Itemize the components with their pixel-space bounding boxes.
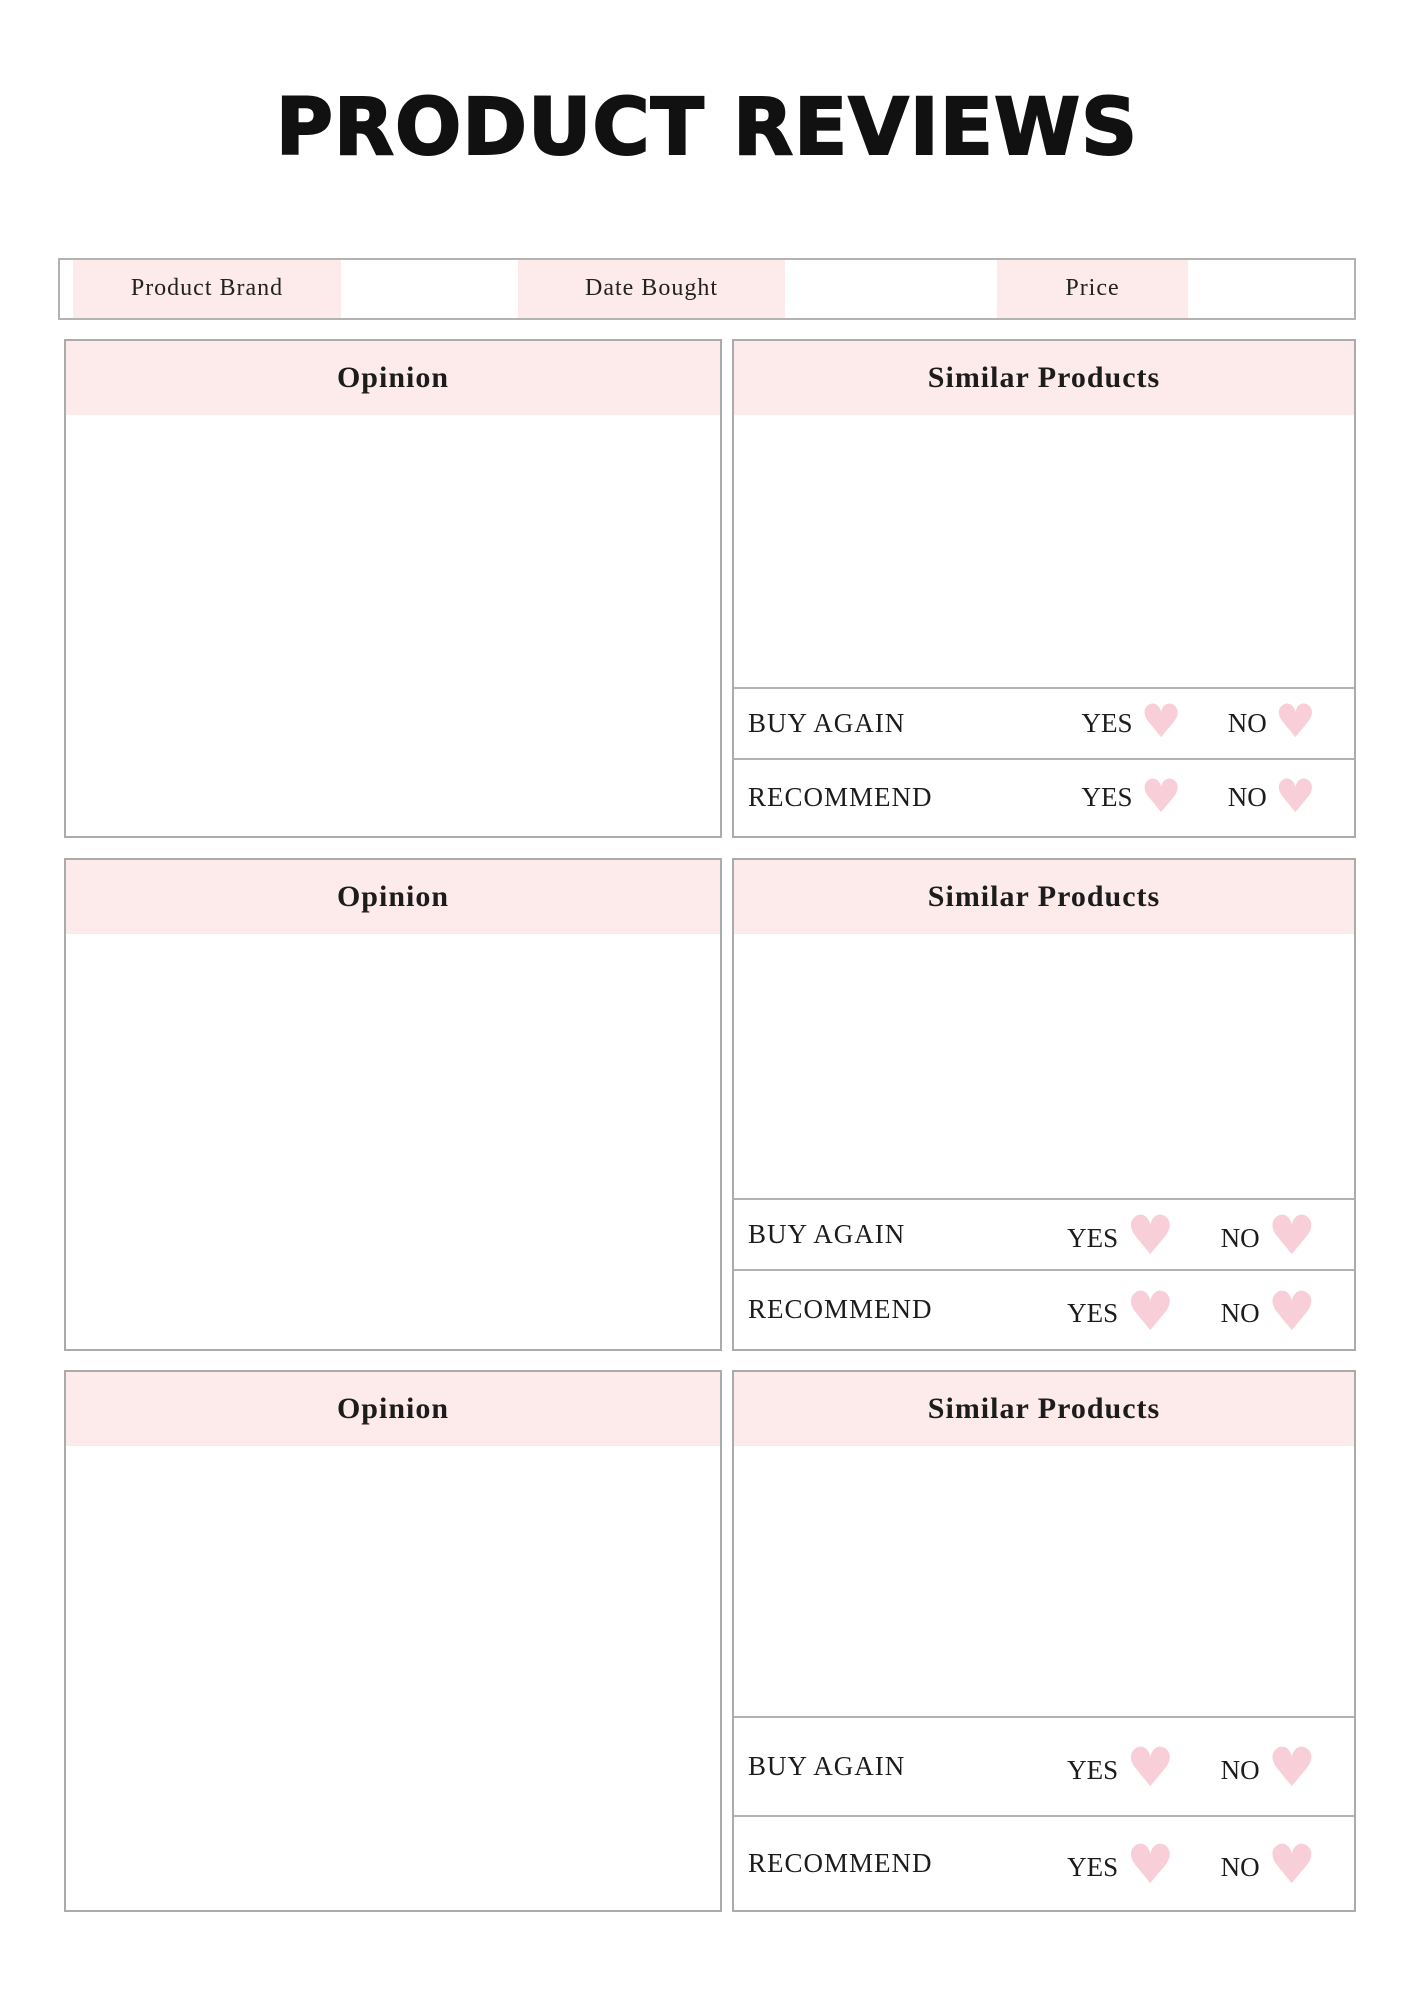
buy-again-label: BUY AGAIN bbox=[748, 707, 906, 738]
review-section-3 bbox=[64, 1370, 1356, 1912]
recommend-row bbox=[734, 758, 1354, 836]
opinion-input-area[interactable] bbox=[66, 415, 720, 836]
no-label: NO bbox=[1220, 1851, 1260, 1882]
yes-label: YES bbox=[1081, 707, 1133, 738]
price-label: Price bbox=[997, 260, 1188, 318]
recommend-yes-option[interactable] bbox=[1067, 1279, 1175, 1343]
opinion-input-area[interactable] bbox=[66, 1446, 720, 1910]
page-title: PRODUCT REVIEWS bbox=[275, 83, 1139, 173]
price-input-area[interactable] bbox=[1188, 260, 1354, 318]
recommend-no-option[interactable] bbox=[1220, 1833, 1316, 1897]
buy-again-no-option[interactable] bbox=[1220, 1736, 1316, 1800]
recommend-row bbox=[734, 1269, 1354, 1349]
recommend-no-option[interactable] bbox=[1220, 1279, 1316, 1343]
similar-products-box bbox=[732, 339, 1356, 838]
buy-again-choices bbox=[1067, 1204, 1316, 1268]
buy-again-row bbox=[734, 1716, 1354, 1815]
heart-icon[interactable]: ♥ bbox=[1140, 768, 1182, 823]
heart-icon[interactable]: ♥ bbox=[1267, 1736, 1316, 1800]
recommend-label: RECOMMEND bbox=[748, 1294, 933, 1325]
product-brand-label: Product Brand bbox=[73, 260, 341, 318]
recommend-row bbox=[734, 1815, 1354, 1910]
buy-again-yes-option[interactable] bbox=[1067, 1736, 1175, 1800]
similar-products-header: Similar Products bbox=[734, 1372, 1354, 1446]
buy-again-row bbox=[734, 1198, 1354, 1269]
product-brand-input-area[interactable] bbox=[341, 260, 518, 318]
buy-again-choices bbox=[1081, 694, 1316, 749]
opinion-header: Opinion bbox=[66, 341, 720, 415]
buy-again-yes-option[interactable] bbox=[1081, 694, 1182, 749]
opinion-box bbox=[64, 339, 722, 838]
similar-products-input-area[interactable] bbox=[734, 934, 1354, 1198]
date-bought-label: Date Bought bbox=[518, 260, 785, 318]
yes-label: YES bbox=[1067, 1754, 1119, 1785]
no-label: NO bbox=[1227, 782, 1267, 813]
similar-products-header: Similar Products bbox=[734, 860, 1354, 934]
no-label: NO bbox=[1227, 707, 1267, 738]
review-section-2 bbox=[64, 858, 1356, 1351]
no-label: NO bbox=[1220, 1298, 1260, 1329]
similar-products-input-area[interactable] bbox=[734, 1446, 1354, 1716]
no-label: NO bbox=[1220, 1754, 1260, 1785]
buy-again-label: BUY AGAIN bbox=[748, 1750, 906, 1781]
recommend-label: RECOMMEND bbox=[748, 1847, 933, 1878]
yes-label: YES bbox=[1067, 1851, 1119, 1882]
heart-icon[interactable]: ♥ bbox=[1274, 694, 1316, 749]
buy-again-no-option[interactable] bbox=[1227, 694, 1316, 749]
similar-products-header: Similar Products bbox=[734, 341, 1354, 415]
similar-products-input-area[interactable] bbox=[734, 415, 1354, 687]
similar-products-box bbox=[732, 1370, 1356, 1912]
heart-icon[interactable]: ♥ bbox=[1126, 1833, 1175, 1897]
buy-again-yes-option[interactable] bbox=[1067, 1204, 1175, 1268]
recommend-choices bbox=[1067, 1279, 1316, 1343]
heart-icon[interactable]: ♥ bbox=[1267, 1279, 1316, 1343]
buy-again-row bbox=[734, 687, 1354, 758]
yes-label: YES bbox=[1067, 1298, 1119, 1329]
recommend-yes-option[interactable] bbox=[1067, 1833, 1175, 1897]
opinion-header: Opinion bbox=[66, 860, 720, 934]
heart-icon[interactable]: ♥ bbox=[1267, 1833, 1316, 1897]
heart-icon[interactable]: ♥ bbox=[1126, 1736, 1175, 1800]
recommend-choices bbox=[1067, 1833, 1316, 1897]
recommend-label: RECOMMEND bbox=[748, 782, 933, 813]
similar-products-box bbox=[732, 858, 1356, 1351]
opinion-header: Opinion bbox=[66, 1372, 720, 1446]
heart-icon[interactable]: ♥ bbox=[1126, 1279, 1175, 1343]
heart-icon[interactable]: ♥ bbox=[1126, 1204, 1175, 1268]
recommend-choices bbox=[1081, 768, 1316, 823]
heart-icon[interactable]: ♥ bbox=[1267, 1204, 1316, 1268]
buy-again-no-option[interactable] bbox=[1220, 1204, 1316, 1268]
opinion-input-area[interactable] bbox=[66, 934, 720, 1349]
heart-icon[interactable]: ♥ bbox=[1140, 694, 1182, 749]
recommend-no-option[interactable] bbox=[1227, 768, 1316, 823]
opinion-box bbox=[64, 858, 722, 1351]
review-section-1 bbox=[64, 339, 1356, 838]
recommend-yes-option[interactable] bbox=[1081, 768, 1182, 823]
heart-icon[interactable]: ♥ bbox=[1274, 768, 1316, 823]
no-label: NO bbox=[1220, 1222, 1260, 1253]
opinion-box bbox=[64, 1370, 722, 1912]
yes-label: YES bbox=[1081, 782, 1133, 813]
date-bought-input-area[interactable] bbox=[785, 260, 997, 318]
info-bar bbox=[58, 258, 1356, 320]
buy-again-choices bbox=[1067, 1736, 1316, 1800]
buy-again-label: BUY AGAIN bbox=[748, 1218, 906, 1249]
yes-label: YES bbox=[1067, 1222, 1119, 1253]
